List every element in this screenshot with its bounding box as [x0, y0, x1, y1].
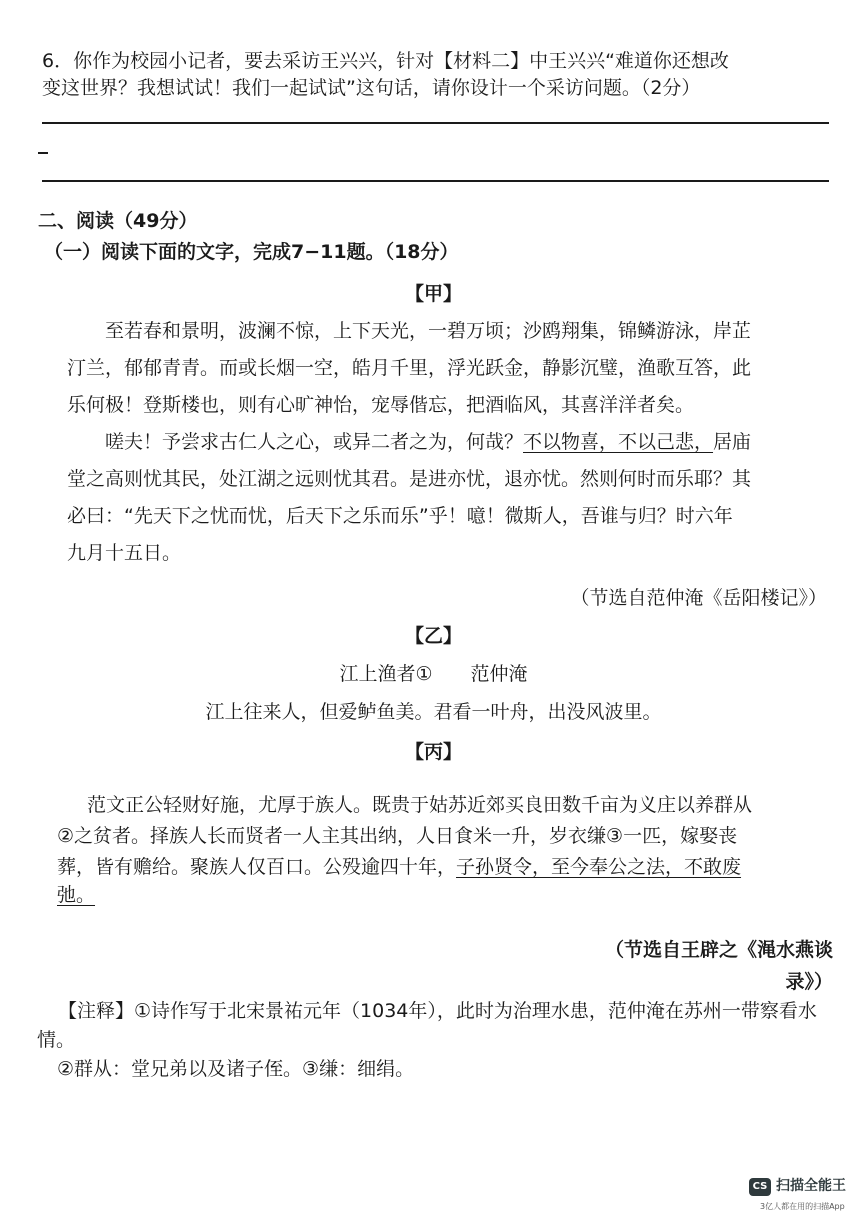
jia-p2-text-b: 居庙 — [713, 431, 752, 453]
jia-underlined-phrase: 不以物喜，不以己悲， — [523, 431, 714, 453]
bing-underlined-end: 弛。 — [57, 884, 96, 906]
question-6-line-1: 6．你作为校园小记者，要去采访王兴兴，针对【材料二】中王兴兴“难道你还想改 — [42, 50, 729, 72]
bing-source-line-2: 录》） — [785, 971, 833, 993]
scanner-logo-badge: CS — [749, 1178, 771, 1196]
bing-text-a: 葬，皆有赡给。聚族人仅百口。公殁逾四十年， — [57, 856, 457, 878]
section-heading: 二、阅读（49分） — [38, 210, 198, 232]
bing-line-4 — [57, 877, 95, 914]
section-subheading: （一）阅读下面的文字，完成7−11题。（18分） — [44, 241, 459, 263]
scanner-logo-tagline: 3亿人都在用的扫描App — [760, 1202, 845, 1211]
bing-line-1: 范文正公轻财好施，尤厚于族人。既贵于姑苏近郊买良田数千亩为义庄以养群从 — [87, 794, 753, 816]
bing-underlined-phrase: 子孙贤令，至今奉公之法，不敢废 — [456, 856, 742, 878]
answer-line-2 — [42, 180, 829, 182]
passage-jia-label: 【甲】 — [404, 283, 462, 305]
answer-line-1 — [42, 122, 829, 124]
jia-p1-line-3: 乐何极！登斯楼也，则有心旷神怡，宠辱偕忘，把酒临风，其喜洋洋者矣。 — [67, 394, 695, 416]
passage-yi-label: 【乙】 — [404, 625, 462, 647]
bing-line-3 — [57, 849, 741, 886]
notes-line-1: 【注释】①诗作写于北宋景祐元年（1034年），此时为治理水患，范仲淹在苏州一带察看水 — [58, 1000, 817, 1022]
yi-poem-title: 江上渔者① 范仲淹 — [339, 663, 528, 685]
notes-line-2: 情。 — [37, 1029, 76, 1051]
jia-source: （节选自范仲淹《岳阳楼记》） — [570, 587, 827, 609]
jia-p2-line-2: 堂之高则忧其民，处江湖之远则忧其君。是进亦忧，退亦忧。然则何时而乐耶？其 — [67, 468, 752, 490]
scanner-logo-name: 扫描全能王 — [776, 1178, 846, 1194]
passage-bing-label: 【丙】 — [404, 741, 462, 763]
jia-p1-line-1: 至若春和景明，波澜不惊，上下天光，一碧万顷；沙鸥翔集，锦鳞游泳，岸芷 — [105, 320, 752, 342]
jia-p2-line-4: 九月十五日。 — [67, 542, 182, 564]
question-6-line-2: 变这世界？我想试试！我们一起试试”这句话，请你设计一个采访问题。（2分） — [42, 77, 701, 99]
yi-poem-text: 江上往来人，但爱鲈鱼美。君看一叶舟，出没风波里。 — [205, 701, 662, 723]
notes-line-3: ②群从：堂兄弟以及诸子侄。③缣：细绢。 — [57, 1058, 415, 1080]
jia-p2-line-1 — [105, 424, 751, 461]
jia-p2-line-3: 必曰：“先天下之忧而忧，后天下之乐而乐”乎！噫！微斯人，吾谁与归？时六年 — [67, 505, 733, 527]
answer-dash — [38, 152, 48, 154]
bing-line-2: ②之贫者。择族人长而贤者一人主其出纳，人日食米一升，岁衣缣③一匹，嫁娶丧 — [57, 825, 738, 847]
jia-p1-line-2: 汀兰，郁郁青青。而或长烟一空，皓月千里，浮光跃金，静影沉璧，渔歌互答，此 — [67, 357, 752, 379]
bing-source-line-1: （节选自王辟之《渑水燕谈 — [604, 939, 833, 961]
jia-p2-text-a: 嗟夫！予尝求古仁人之心，或异二者之为，何哉？ — [105, 431, 524, 453]
